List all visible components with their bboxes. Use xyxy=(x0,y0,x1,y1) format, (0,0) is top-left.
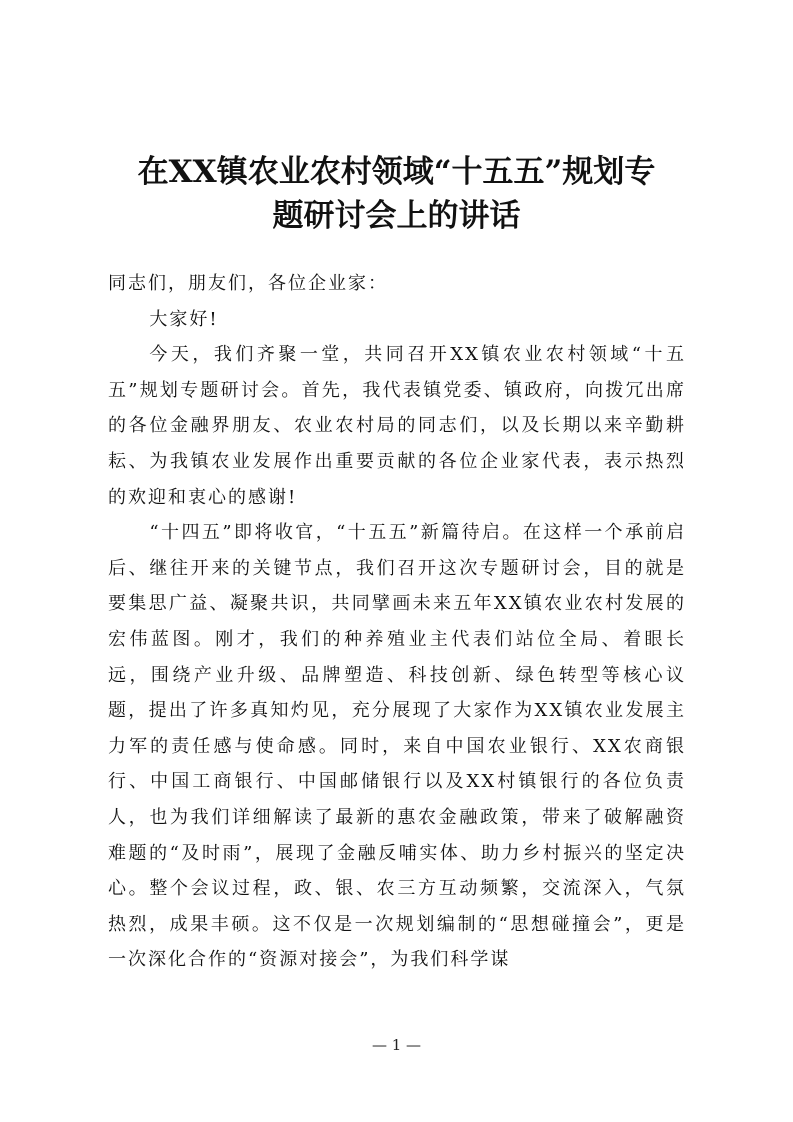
title-line-1: 在XX镇农业农村领域“十五五”规划专 xyxy=(137,154,656,190)
paragraph-context: “十四五”即将收官，“十五五”新篇待启。在这样一个承前启后、继往开来的关键节点，我们召开这次专题研讨会，目的就是要集思广益、凝聚共识，共同擘画未来五年XX镇农业农村发展的宏伟蓝图。刚才，我们的种养殖业主代表们站位全局、着眼长远，围绕产业升级、品牌塑造、科技创新、绿色转型等核心议题，提出了许多真知灼见，充分展现了大家作为XX镇农业发展主力军的责任感与使命感。同时，来自中国农业银行、XX农商银行、中国工商银行、中国邮储银行以及XX村镇银行的各位负责人，也为我们详细解读了最新的惠农金融政策，带来了破解融资难题的“及时雨”，展现了金融反哺实体、助力乡村振兴的坚定决心。整个会议过程，政、银、农三方互动频繁，交流深入，气氛热烈，成果丰硕。这不仅是一次规划编制的“思想碰撞会”，更是一次深化合作的“资源对接会”，为我们科学谋 xyxy=(108,522,686,971)
title-line-2: 题研讨会上的讲话 xyxy=(272,198,521,234)
document-body xyxy=(108,266,686,978)
greeting: 大家好! xyxy=(149,308,219,330)
page-number: — 1 — xyxy=(371,1036,422,1054)
paragraph-opening: 今天，我们齐聚一堂，共同召开XX镇农业农村领域“十五五”规划专题研讨会。首先，我代表镇党委、镇政府，向拨冗出席的各位金融界朋友、农业农村局的同志们，以及长期以来辛勤耕耘、为我镇农业发展作出重要贡献的各位企业家代表，表示热烈的欢迎和衷心的感谢! xyxy=(108,344,686,508)
document-title xyxy=(96,150,697,238)
salutation: 同志们，朋友们，各位企业家： xyxy=(108,273,388,294)
